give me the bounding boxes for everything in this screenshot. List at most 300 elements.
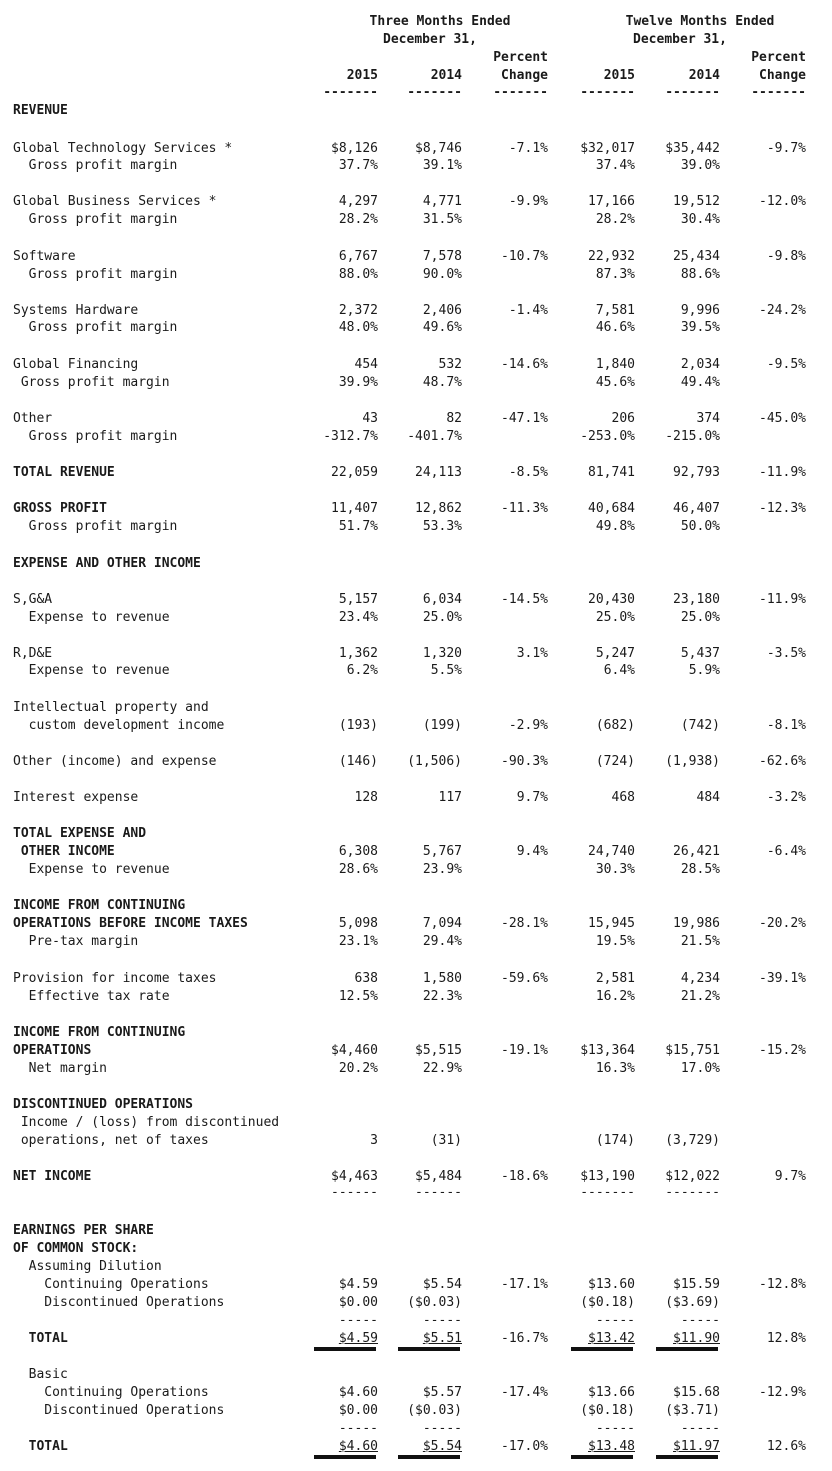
- value-12m-change: -39.1%: [759, 971, 806, 986]
- row-label: Expense to revenue: [13, 610, 170, 625]
- row-label: Income / (loss) from discontinued: [13, 1115, 280, 1130]
- value-3m-2015: 43: [362, 411, 378, 426]
- twelve-months-header: Twelve Months Ended: [625, 14, 775, 29]
- row-label: Systems Hardware: [13, 303, 139, 318]
- row-label: Intellectual property and: [13, 700, 209, 715]
- value-3m-2014: ($0.03): [407, 1403, 462, 1418]
- statement-row: [0, 825, 832, 843]
- value-12m-2014: -215.0%: [665, 429, 720, 444]
- statement-row: [0, 266, 832, 284]
- underline-row: [0, 1312, 832, 1330]
- statement-row: [0, 464, 832, 482]
- value-12m-2015: 19.5%: [595, 934, 635, 949]
- statement-row: [0, 319, 832, 337]
- col-12m-2015: 2015: [603, 68, 635, 83]
- value-12m-2014: 9,996: [680, 303, 720, 318]
- row-label: Gross profit margin: [13, 429, 178, 444]
- value-12m-2015: 1,840: [595, 357, 635, 372]
- header-dash: -------: [665, 85, 720, 100]
- value-3m-2014: 7,578: [422, 249, 462, 264]
- row-label: Gross profit margin: [13, 267, 178, 282]
- value-12m-2015: $13.60: [588, 1277, 635, 1292]
- value-12m-2015: 7,581: [595, 303, 635, 318]
- value-3m-2014: 7,094: [422, 916, 462, 931]
- statement-row: [0, 970, 832, 988]
- statement-row: [0, 555, 832, 573]
- row-label: TOTAL EXPENSE AND: [13, 826, 147, 841]
- value-12m-2015: $32,017: [580, 141, 635, 156]
- value-12m-change: -12.8%: [759, 1277, 806, 1292]
- value-12m-2014: 17.0%: [680, 1061, 720, 1076]
- value-12m-2015: -----: [595, 1313, 635, 1328]
- value-12m-2015: -253.0%: [580, 429, 635, 444]
- header-columns-row: [0, 67, 832, 85]
- statement-row: [0, 1294, 832, 1312]
- value-3m-change: -17.1%: [501, 1277, 548, 1292]
- value-12m-2014: 30.4%: [680, 212, 720, 227]
- value-3m-2014: 31.5%: [422, 212, 462, 227]
- value-12m-2014: 5.9%: [688, 663, 720, 678]
- header-group-row: [0, 13, 832, 31]
- row-label: Continuing Operations: [13, 1385, 209, 1400]
- value-12m-2015: 20,430: [588, 592, 635, 607]
- value-12m-change: -9.8%: [766, 249, 806, 264]
- value-3m-change: 9.4%: [516, 844, 548, 859]
- statement-row: [0, 699, 832, 717]
- value-12m-2015: 40,684: [588, 501, 635, 516]
- value-12m-2015: -------: [580, 1185, 635, 1200]
- value-3m-2015: 454: [354, 357, 378, 372]
- statement-row: [0, 662, 832, 680]
- value-3m-2015: $4.60: [338, 1439, 378, 1454]
- value-3m-2014: ($0.03): [407, 1295, 462, 1310]
- row-label: OPERATIONS BEFORE INCOME TAXES: [13, 916, 248, 931]
- value-12m-2014: $15,751: [665, 1043, 720, 1058]
- double-underline: [398, 1347, 460, 1351]
- value-12m-2014: 21.5%: [680, 934, 720, 949]
- row-label: Pre-tax margin: [13, 934, 139, 949]
- value-12m-2015: 2,581: [595, 971, 635, 986]
- value-12m-2014: (1,938): [665, 754, 720, 769]
- value-12m-2015: 16.3%: [595, 1061, 635, 1076]
- value-3m-change: -59.6%: [501, 971, 548, 986]
- value-3m-2014: 53.3%: [422, 519, 462, 534]
- value-3m-2015: -----: [338, 1421, 378, 1436]
- header-dash: -------: [751, 85, 806, 100]
- row-label: Gross profit margin: [13, 375, 170, 390]
- value-12m-2014: $15.59: [673, 1277, 720, 1292]
- value-12m-2015: ($0.18): [580, 1403, 635, 1418]
- value-3m-2015: 39.9%: [338, 375, 378, 390]
- value-3m-2015: $8,126: [331, 141, 378, 156]
- value-12m-2015: -----: [595, 1421, 635, 1436]
- value-12m-2015: 46.6%: [595, 320, 635, 335]
- row-label: INCOME FROM CONTINUING: [13, 898, 186, 913]
- value-12m-2015: 49.8%: [595, 519, 635, 534]
- row-label: Gross profit margin: [13, 158, 178, 173]
- value-12m-2015: 15,945: [588, 916, 635, 931]
- double-underline: [656, 1347, 718, 1351]
- row-label: Global Financing: [13, 357, 139, 372]
- value-3m-2015: 6,308: [338, 844, 378, 859]
- statement-row: [0, 500, 832, 518]
- double-underline: [571, 1455, 633, 1459]
- value-12m-2014: 26,421: [673, 844, 720, 859]
- value-3m-change: -16.7%: [501, 1331, 548, 1346]
- row-label: Provision for income taxes: [13, 971, 217, 986]
- value-3m-2015: $4.59: [338, 1331, 378, 1346]
- header-dash: -------: [493, 85, 548, 100]
- row-label: S,G&A: [13, 592, 53, 607]
- statement-row: [0, 193, 832, 211]
- value-3m-2014: ------: [415, 1185, 462, 1200]
- value-3m-change: -14.5%: [501, 592, 548, 607]
- value-3m-2014: 39.1%: [422, 158, 462, 173]
- header-percent-row: [0, 49, 832, 67]
- value-12m-2015: $13.42: [588, 1331, 635, 1346]
- value-3m-2014: 1,320: [422, 646, 462, 661]
- statement-row: [0, 988, 832, 1006]
- value-12m-change: -12.9%: [759, 1385, 806, 1400]
- statement-row: [0, 915, 832, 933]
- statement-row: [0, 843, 832, 861]
- row-label: Global Technology Services *: [13, 141, 233, 156]
- row-label: Basic: [13, 1367, 68, 1382]
- row-label: Gross profit margin: [13, 519, 178, 534]
- value-12m-change: -15.2%: [759, 1043, 806, 1058]
- value-12m-change: -9.5%: [766, 357, 806, 372]
- header-date-row: [0, 31, 832, 49]
- value-12m-2014: 92,793: [673, 465, 720, 480]
- value-12m-2015: 206: [611, 411, 635, 426]
- value-3m-2015: 48.0%: [338, 320, 378, 335]
- row-label: Discontinued Operations: [13, 1403, 225, 1418]
- percent-label-12m: Percent: [751, 50, 806, 65]
- value-3m-2015: 37.7%: [338, 158, 378, 173]
- value-3m-change: -90.3%: [501, 754, 548, 769]
- value-3m-2015: 5,098: [338, 916, 378, 931]
- twelve-months-date: December 31,: [633, 32, 727, 47]
- row-label: R,D&E: [13, 646, 53, 661]
- value-12m-change: -3.2%: [766, 790, 806, 805]
- value-12m-2015: 5,247: [595, 646, 635, 661]
- value-12m-2015: 30.3%: [595, 862, 635, 877]
- row-label: INCOME FROM CONTINUING: [13, 1025, 186, 1040]
- value-12m-2014: 21.2%: [680, 989, 720, 1004]
- statement-row: [0, 302, 832, 320]
- value-3m-2014: 49.6%: [422, 320, 462, 335]
- value-3m-2014: 90.0%: [422, 267, 462, 282]
- header-dash: -------: [407, 85, 462, 100]
- value-3m-change: 3.1%: [516, 646, 548, 661]
- statement-row: [0, 1132, 832, 1150]
- row-label: Gross profit margin: [13, 212, 178, 227]
- row-label: Other (income) and expense: [13, 754, 217, 769]
- value-12m-change: -3.5%: [766, 646, 806, 661]
- row-label: operations, net of taxes: [13, 1133, 209, 1148]
- percent-label-3m: Percent: [493, 50, 548, 65]
- double-underline: [314, 1347, 376, 1351]
- value-12m-2015: 16.2%: [595, 989, 635, 1004]
- value-3m-2015: 12.5%: [338, 989, 378, 1004]
- value-3m-2015: 22,059: [331, 465, 378, 480]
- value-12m-2015: 81,741: [588, 465, 635, 480]
- col-3m-change: Change: [501, 68, 548, 83]
- value-12m-2014: -----: [680, 1421, 720, 1436]
- value-12m-2014: -----: [680, 1313, 720, 1328]
- value-3m-2014: (199): [422, 718, 462, 733]
- value-3m-2015: 2,372: [338, 303, 378, 318]
- value-12m-change: -11.9%: [759, 592, 806, 607]
- value-3m-2015: 3: [370, 1133, 378, 1148]
- value-12m-2014: 46,407: [673, 501, 720, 516]
- statement-row: [0, 789, 832, 807]
- value-12m-2014: 19,512: [673, 194, 720, 209]
- value-12m-2014: 4,234: [680, 971, 720, 986]
- value-12m-2014: $35,442: [665, 141, 720, 156]
- value-12m-2014: 5,437: [680, 646, 720, 661]
- value-3m-2015: 28.2%: [338, 212, 378, 227]
- value-3m-2015: ------: [331, 1185, 378, 1200]
- value-3m-2014: 22.3%: [422, 989, 462, 1004]
- statement-row: [0, 645, 832, 663]
- value-12m-change: -11.9%: [759, 465, 806, 480]
- row-label: Interest expense: [13, 790, 139, 805]
- value-3m-2014: -----: [422, 1421, 462, 1436]
- value-3m-2014: 532: [438, 357, 462, 372]
- row-label: EARNINGS PER SHARE: [13, 1223, 154, 1238]
- value-3m-2015: 20.2%: [338, 1061, 378, 1076]
- value-12m-2014: ($3.69): [665, 1295, 720, 1310]
- value-12m-2015: $13.66: [588, 1385, 635, 1400]
- row-label: Expense to revenue: [13, 663, 170, 678]
- value-3m-2014: $8,746: [415, 141, 462, 156]
- value-12m-2015: (174): [595, 1133, 635, 1148]
- statement-row: [0, 1258, 832, 1276]
- statement-row: [0, 1240, 832, 1258]
- statement-row: [0, 428, 832, 446]
- value-3m-change: -18.6%: [501, 1169, 548, 1184]
- row-label: DISCONTINUED OPERATIONS: [13, 1097, 194, 1112]
- statement-row: [0, 1384, 832, 1402]
- statement-row: [0, 140, 832, 158]
- col-12m-change: Change: [759, 68, 806, 83]
- value-3m-2014: -401.7%: [407, 429, 462, 444]
- value-3m-2014: (31): [430, 1133, 462, 1148]
- value-3m-2015: 23.4%: [338, 610, 378, 625]
- row-label: Expense to revenue: [13, 862, 170, 877]
- value-3m-2015: 88.0%: [338, 267, 378, 282]
- value-12m-2014: (3,729): [665, 1133, 720, 1148]
- value-12m-change: 12.8%: [766, 1331, 806, 1346]
- row-label: GROSS PROFIT: [13, 501, 107, 516]
- value-3m-2014: 1,580: [422, 971, 462, 986]
- row-label: OTHER INCOME: [13, 844, 115, 859]
- value-12m-2014: 28.5%: [680, 862, 720, 877]
- statement-row: [0, 157, 832, 175]
- value-12m-change: -9.7%: [766, 141, 806, 156]
- row-label: NET INCOME: [13, 1169, 92, 1184]
- header-dash: -------: [323, 85, 378, 100]
- value-12m-2014: -------: [665, 1185, 720, 1200]
- value-12m-2014: $11.97: [673, 1439, 720, 1454]
- value-3m-2015: $4.59: [338, 1277, 378, 1292]
- value-12m-2014: 39.5%: [680, 320, 720, 335]
- underline-row: [0, 1184, 832, 1202]
- value-12m-2015: $13.48: [588, 1439, 635, 1454]
- value-12m-2015: 24,740: [588, 844, 635, 859]
- header-dashes-row: [0, 84, 832, 102]
- value-12m-change: -12.3%: [759, 501, 806, 516]
- col-3m-2015: 2015: [346, 68, 378, 83]
- three-months-header: Three Months Ended: [369, 14, 511, 29]
- statement-row: [0, 861, 832, 879]
- underline-row: [0, 1420, 832, 1438]
- value-3m-change: -9.9%: [508, 194, 548, 209]
- statement-row: [0, 211, 832, 229]
- value-3m-change: -8.5%: [508, 465, 548, 480]
- value-3m-2015: $0.00: [338, 1403, 378, 1418]
- value-3m-2015: 6,767: [338, 249, 378, 264]
- value-3m-2014: 29.4%: [422, 934, 462, 949]
- value-12m-2014: 25.0%: [680, 610, 720, 625]
- row-label: OF COMMON STOCK:: [13, 1241, 139, 1256]
- value-3m-2014: 5.5%: [430, 663, 462, 678]
- value-3m-2014: 5,767: [422, 844, 462, 859]
- value-3m-change: -47.1%: [501, 411, 548, 426]
- value-12m-2014: 374: [696, 411, 720, 426]
- value-3m-2014: 4,771: [422, 194, 462, 209]
- value-3m-2014: 82: [446, 411, 462, 426]
- value-12m-change: -45.0%: [759, 411, 806, 426]
- value-12m-2014: 484: [696, 790, 720, 805]
- statement-row: [0, 1276, 832, 1294]
- value-3m-2015: -----: [338, 1313, 378, 1328]
- row-label: Continuing Operations: [13, 1277, 209, 1292]
- value-3m-2014: (1,506): [407, 754, 462, 769]
- value-3m-2015: (146): [338, 754, 378, 769]
- value-12m-2015: 37.4%: [595, 158, 635, 173]
- value-3m-change: -7.1%: [508, 141, 548, 156]
- value-3m-2015: 6.2%: [346, 663, 378, 678]
- statement-row: [0, 356, 832, 374]
- three-months-date: December 31,: [383, 32, 477, 47]
- value-3m-change: -11.3%: [501, 501, 548, 516]
- value-3m-change: -17.0%: [501, 1439, 548, 1454]
- double-underline: [314, 1455, 376, 1459]
- value-12m-2014: ($3.71): [665, 1403, 720, 1418]
- value-12m-2015: 17,166: [588, 194, 635, 209]
- statement-row: [0, 1222, 832, 1240]
- statement-row: [0, 518, 832, 536]
- value-3m-change: -28.1%: [501, 916, 548, 931]
- value-3m-2014: 48.7%: [422, 375, 462, 390]
- value-3m-2015: -312.7%: [323, 429, 378, 444]
- value-3m-2015: $4,460: [331, 1043, 378, 1058]
- value-3m-2014: 24,113: [415, 465, 462, 480]
- value-3m-2015: 128: [354, 790, 378, 805]
- value-12m-2015: (724): [595, 754, 635, 769]
- value-3m-change: -10.7%: [501, 249, 548, 264]
- value-12m-change: 12.6%: [766, 1439, 806, 1454]
- statement-row: [0, 1366, 832, 1384]
- statement-row: [0, 1402, 832, 1420]
- value-3m-2014: 12,862: [415, 501, 462, 516]
- value-12m-change: -8.1%: [766, 718, 806, 733]
- statement-row: [0, 1096, 832, 1114]
- row-label: Net margin: [13, 1061, 107, 1076]
- value-3m-2015: 28.6%: [338, 862, 378, 877]
- value-3m-change: -17.4%: [501, 1385, 548, 1400]
- value-12m-change: -62.6%: [759, 754, 806, 769]
- value-3m-2015: 5,157: [338, 592, 378, 607]
- value-12m-2014: (742): [680, 718, 720, 733]
- double-underline: [571, 1347, 633, 1351]
- value-3m-2015: $4,463: [331, 1169, 378, 1184]
- value-12m-2014: $12,022: [665, 1169, 720, 1184]
- row-label: REVENUE: [13, 103, 68, 118]
- value-3m-2015: 1,362: [338, 646, 378, 661]
- value-3m-2015: 638: [354, 971, 378, 986]
- value-12m-2015: (682): [595, 718, 635, 733]
- value-12m-2015: 468: [611, 790, 635, 805]
- value-3m-change: -19.1%: [501, 1043, 548, 1058]
- value-3m-change: -1.4%: [508, 303, 548, 318]
- statement-row: [0, 753, 832, 771]
- row-label: Global Business Services *: [13, 194, 217, 209]
- statement-row: [0, 1042, 832, 1060]
- value-3m-2014: $5.51: [422, 1331, 462, 1346]
- value-12m-change: 9.7%: [774, 1169, 806, 1184]
- value-12m-2015: 6.4%: [603, 663, 635, 678]
- col-3m-2014: 2014: [430, 68, 462, 83]
- value-12m-2014: 50.0%: [680, 519, 720, 534]
- value-3m-2015: 11,407: [331, 501, 378, 516]
- value-12m-change: -12.0%: [759, 194, 806, 209]
- value-3m-2015: (193): [338, 718, 378, 733]
- value-12m-2015: 22,932: [588, 249, 635, 264]
- statement-row: [0, 102, 832, 120]
- value-12m-2015: 87.3%: [595, 267, 635, 282]
- row-label: custom development income: [13, 718, 225, 733]
- row-label: Effective tax rate: [13, 989, 170, 1004]
- statement-row: [0, 374, 832, 392]
- value-3m-2014: 6,034: [422, 592, 462, 607]
- value-12m-2014: 23,180: [673, 592, 720, 607]
- value-3m-2014: $5.54: [422, 1277, 462, 1292]
- value-3m-2014: 2,406: [422, 303, 462, 318]
- value-12m-2015: ($0.18): [580, 1295, 635, 1310]
- value-12m-2014: $11.90: [673, 1331, 720, 1346]
- statement-row: [0, 1438, 832, 1456]
- value-3m-2014: -----: [422, 1313, 462, 1328]
- value-3m-2015: $0.00: [338, 1295, 378, 1310]
- statement-row: [0, 248, 832, 266]
- value-12m-2014: 39.0%: [680, 158, 720, 173]
- value-12m-2015: 25.0%: [595, 610, 635, 625]
- row-label: Discontinued Operations: [13, 1295, 225, 1310]
- value-3m-2014: 22.9%: [422, 1061, 462, 1076]
- value-12m-2015: 28.2%: [595, 212, 635, 227]
- value-3m-change: -2.9%: [508, 718, 548, 733]
- value-12m-2014: $15.68: [673, 1385, 720, 1400]
- value-3m-2015: 23.1%: [338, 934, 378, 949]
- value-3m-2015: 4,297: [338, 194, 378, 209]
- row-label: TOTAL: [13, 1439, 68, 1454]
- value-12m-2015: 45.6%: [595, 375, 635, 390]
- row-label: Assuming Dilution: [13, 1259, 162, 1274]
- value-12m-2014: 25,434: [673, 249, 720, 264]
